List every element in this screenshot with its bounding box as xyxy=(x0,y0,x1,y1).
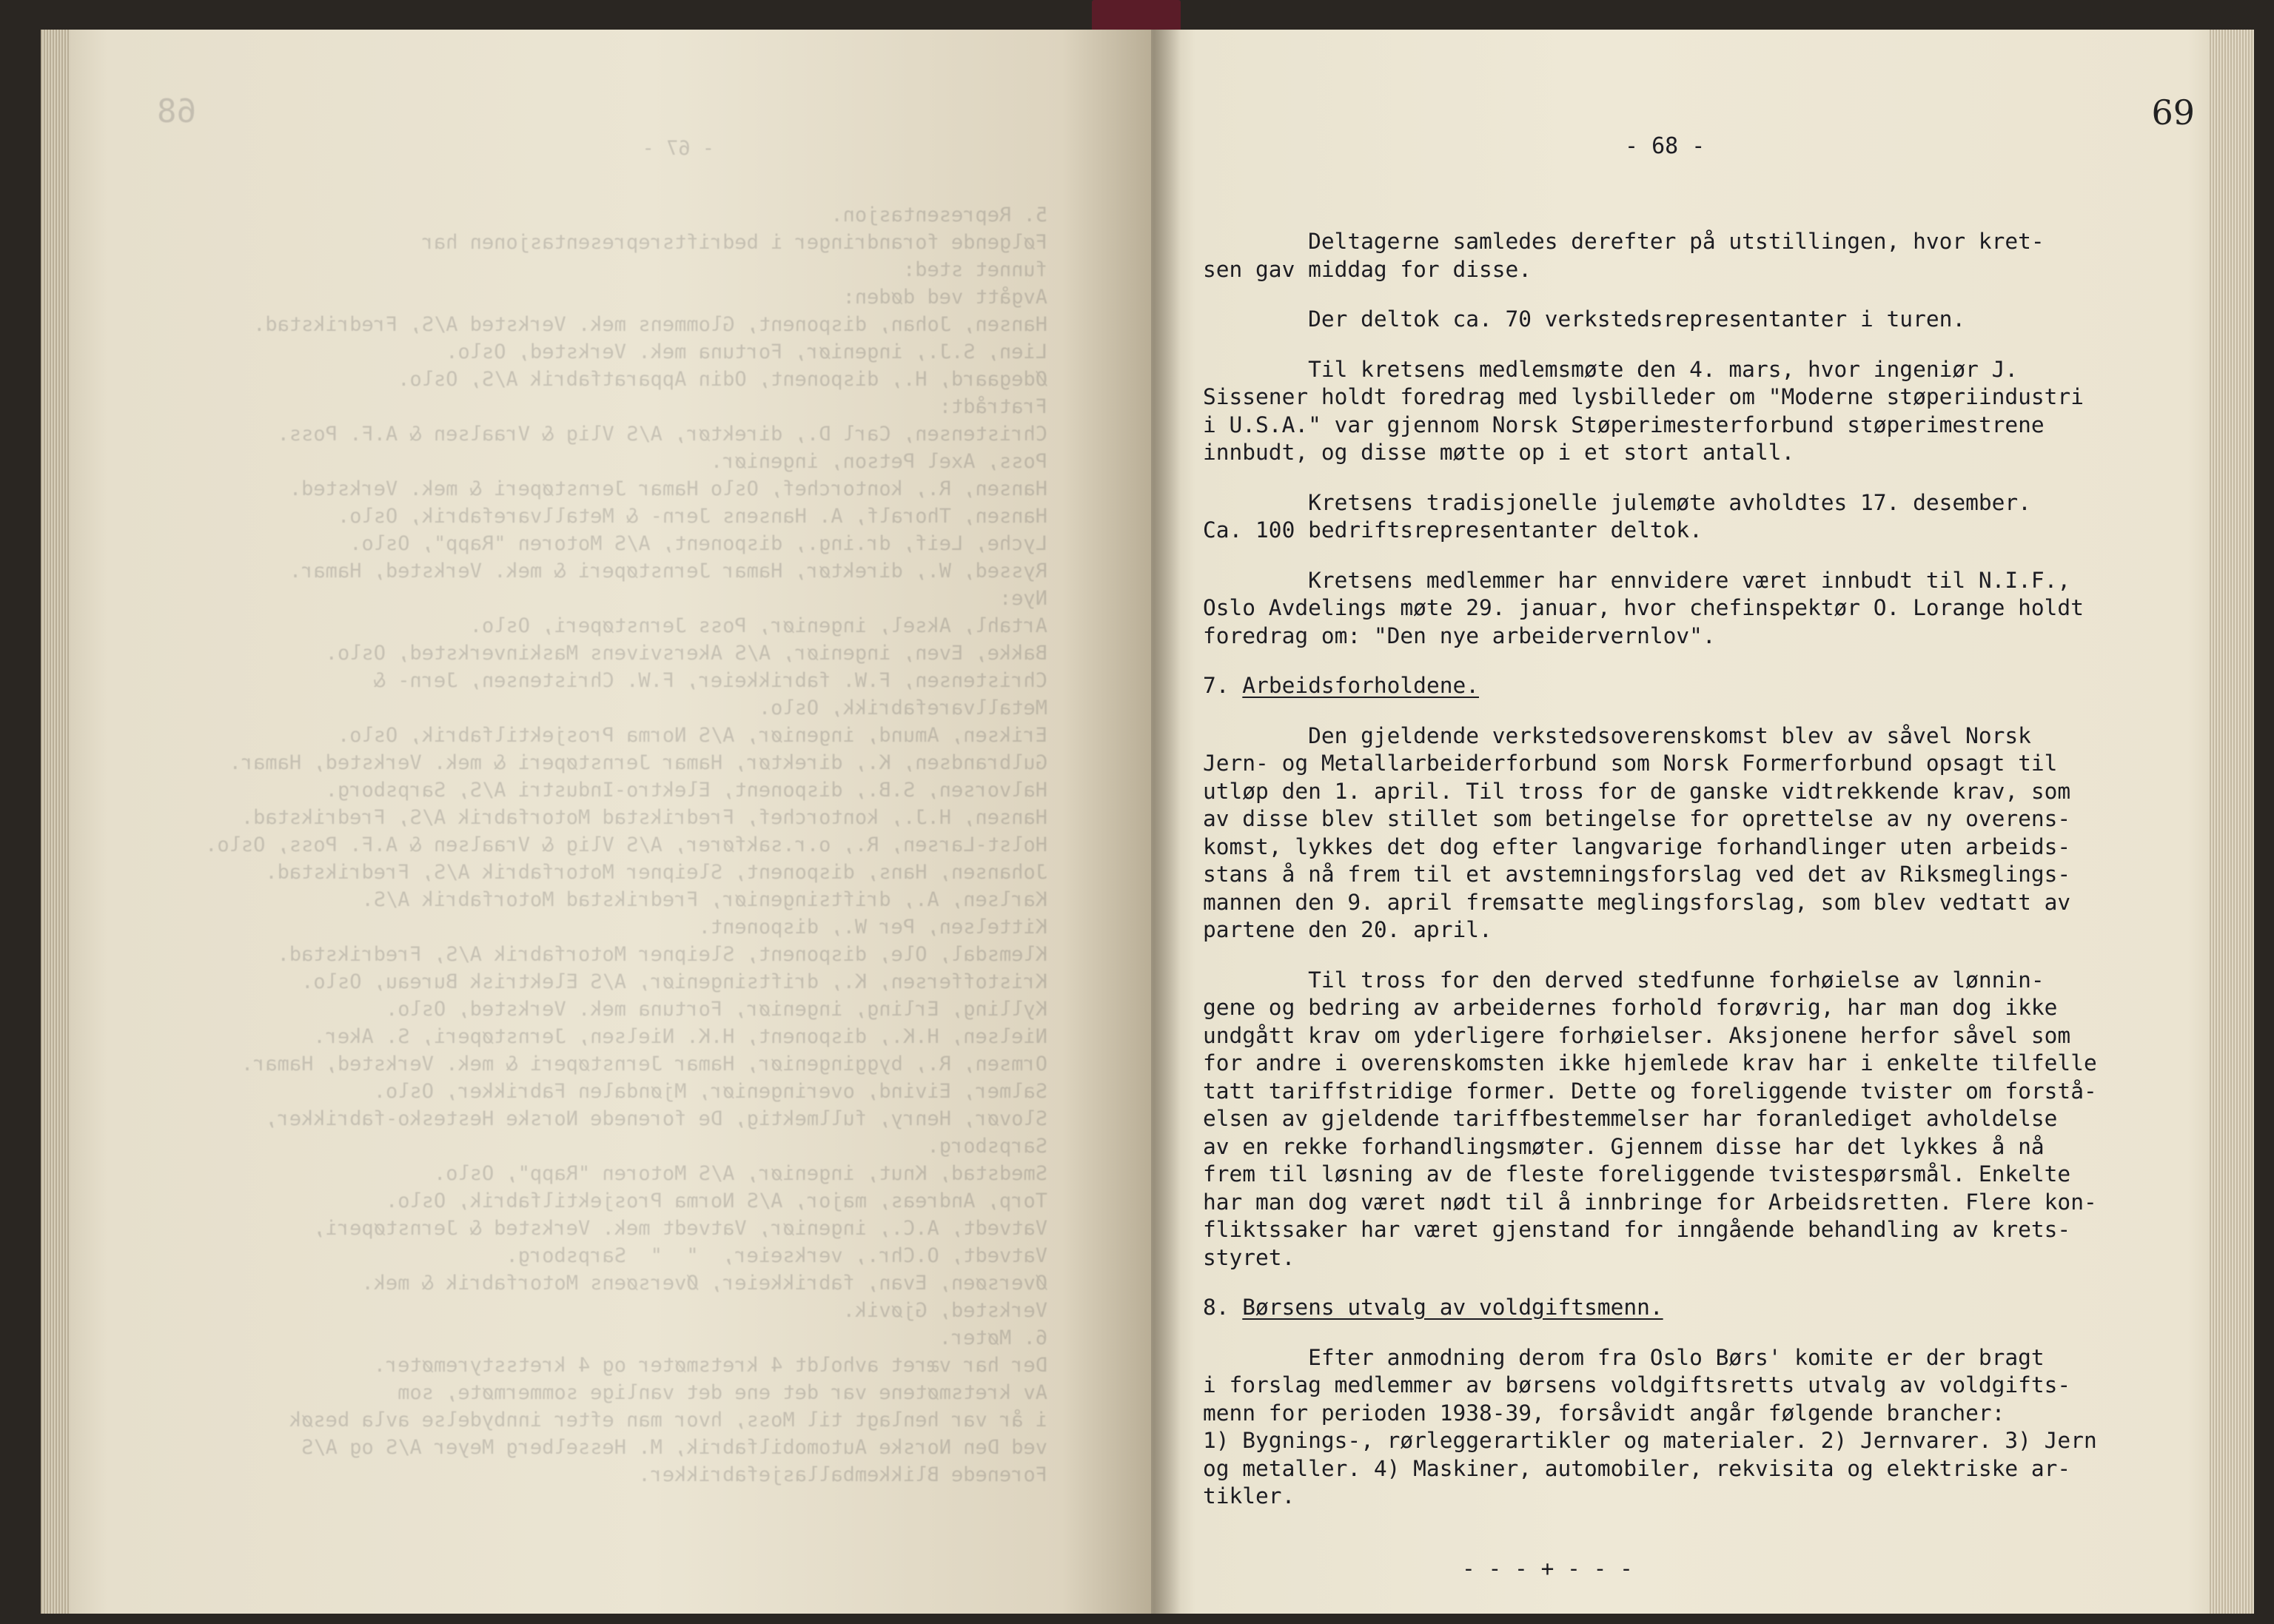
bleed-line: Sarpsborg. xyxy=(927,1135,1047,1158)
bleed-line: Nielsen, H.K., disponent, H.K. Nielsen, Jernstøperi, S. Aker. xyxy=(313,1025,1047,1048)
typed-page-number: - 68 - xyxy=(1625,133,1706,159)
section-8-body xyxy=(1203,1344,2195,1533)
text-line: gene og bedring av arbeidernes forhold forøvrig, har man dog ikke xyxy=(1203,995,2058,1020)
text-line: foredrag om: "Den nye arbeidervernlov". xyxy=(1203,623,1716,648)
bleed-line: 6. Møter. xyxy=(939,1326,1047,1349)
bleed-line: Artahl, Aksel, ingeniør, Poss Jernstøperi, Oslo. xyxy=(469,614,1047,637)
bleed-line: Følgende forandringer i bedriftsrepresentasjonen har xyxy=(421,231,1047,254)
bleed-line: Øversøen, Evan, fabrikkeier, Øversøens Motorfabrik & mek. xyxy=(361,1272,1047,1295)
text-line: Til kretsens medlemsmøte den 4. mars, hvor ingeniør J. xyxy=(1203,356,2019,382)
text-line: i forslag medlemmer av børsens voldgiftsretts utvalg av voldgifts- xyxy=(1203,1372,2071,1397)
text-line: tatt tariffstridige former. Dette og foreliggende tvister om forstå- xyxy=(1203,1078,2097,1104)
gutter-shadow xyxy=(1151,30,1181,1614)
text-line: frem til løsning av de fleste foreliggende tvistespørsmål. Enkelte xyxy=(1203,1161,2071,1187)
text-line: Ca. 100 bedriftsrepresentanter deltok. xyxy=(1203,517,1703,543)
text-line: Den gjeldende verkstedsoverenskomst blev av såvel Norsk xyxy=(1203,722,2031,748)
bleed-line: Ødegaard, H., disponent, Odin Apparatfabrik A/S, Oslo. xyxy=(398,368,1047,391)
bleed-line: Eriksen, Amund, ingeniør, A/S Norma Prosjektilfabrik, Oslo. xyxy=(337,724,1047,747)
text-line: Til tross for den derved stedfunne forhøielse av lønnin- xyxy=(1203,967,2045,993)
text-line: innbudt, og disse møtte op i et stort antall. xyxy=(1203,440,1795,465)
text-line: stans å nå frem til et avstemningsforslag ved det av Riksmeglings- xyxy=(1203,862,2071,887)
intro-paragraphs xyxy=(1203,228,2195,672)
text-line: Oslo Avdelings møte 29. januar, hvor chefinspektør O. Lorange holdt xyxy=(1203,595,2084,620)
bleed-line: Christensen, F.W. fabrikkeier, F.W. Christensen, Jern- & xyxy=(373,669,1047,692)
text-line: Der deltok ca. 70 verkstedsrepresentanter i turen. xyxy=(1203,306,1966,332)
bleed-line: Av kretsmøtene var det ene det vanlige sommermøte, som xyxy=(398,1381,1047,1404)
bleed-line: Kristoffersen, K., driftsingeniør, A/S Elektrisk Bureau, Oslo. xyxy=(301,970,1047,993)
text-line: menn for perioden 1938-39, forsåvidt angår følgende brancher: xyxy=(1203,1400,2005,1426)
text-line: av en rekke forhandlingsmøter. Gjennem disse har det lykkes å nå xyxy=(1203,1133,2045,1159)
bleed-line: Christensen, Carl D., direktør, A/S Vlig & Vraalsen & A.F. Poss. xyxy=(277,423,1047,446)
section-7-body xyxy=(1203,722,2195,1295)
bleed-line: Der har været avholdt 4 kretsmøter og 4 kretsstyremøter. xyxy=(373,1354,1047,1377)
left-page xyxy=(41,30,1151,1614)
bleed-line: Torp, Andreas, major, A/S Norma Prosjektilfabrik, Oslo. xyxy=(385,1190,1047,1212)
bleed-line: Hansen, R., kontorchef, Oslo Hamar Jernstøperi & mek. Verksted. xyxy=(289,477,1047,500)
bleed-line: Bakke, Even, ingeniør, A/S Akersvivens Maskinverksted, Oslo. xyxy=(325,642,1047,665)
bleed-line: Fratrådt: xyxy=(939,395,1047,418)
bleed-line: Vatvedt, A.C., ingeniør, Vatvedt mek. Verksted & Jernstøperi, xyxy=(313,1217,1047,1240)
end-mark: - - - + - - - xyxy=(1462,1555,1633,1581)
bleed-through-text xyxy=(41,30,1151,1614)
text-line: Jern- og Metallarbeiderforbund som Norsk Formerforbund opsagt til xyxy=(1203,751,2058,776)
bleed-line: Hansen, Johan, disponent, Glommens mek. Verksted A/S, Fredrikstad. xyxy=(253,313,1047,336)
bleed-line: Klemsdal, Ole, disponent, Sleipner Motorfabrik A/S, Fredrikstad. xyxy=(277,943,1047,966)
bleed-line: Lien, S.J., ingeniør, Fortuna mek. Verksted, Oslo. xyxy=(446,340,1047,363)
text-line: av disse blev stillet som betingelse for oprettelse av ny overens- xyxy=(1203,806,2071,831)
bleed-line: Hansen, Thoralf, A. Hansens Jern- & Metallvarefabrik, Oslo. xyxy=(337,505,1047,528)
text-line: fliktssaker har været gjenstand for inngående behandling av krets- xyxy=(1203,1217,2071,1242)
text-line: Efter anmodning derom fra Oslo Børs' komite er der bragt xyxy=(1203,1344,2045,1370)
bleed-line: Smedstad, Knut, ingeniør, A/S Motoren "Rapp", Oslo. xyxy=(433,1162,1047,1185)
bleed-line: Kylling, Erling, ingeniør, Fortuna mek. Verksted, Oslo. xyxy=(385,998,1047,1021)
text-line: mannen den 9. april fremsatte meglingsforslag, som blev vedtatt av xyxy=(1203,889,2071,915)
text-line: Kretsens medlemmer har ennvidere været innbudt til N.I.F., xyxy=(1203,567,2071,593)
page-stack-edge-right xyxy=(2210,30,2254,1614)
text-line: sen gav middag for disse. xyxy=(1203,256,1532,282)
bleed-line: Nye: xyxy=(999,587,1047,610)
bleed-line: Forenede Blikkemballasjefabrikker. xyxy=(638,1463,1047,1486)
section-8-heading: 8. Børsens utvalg av voldgiftsmenn. xyxy=(1203,1295,1663,1320)
bleed-line: Ormsen, R., byggingeniør, Hamar Jernstøperi & mek. Verksted, Hamar. xyxy=(241,1053,1047,1076)
bleed-line: Halvorsen, S.B., disponent, Elektro-Industri A/S, Sarpsborg. xyxy=(325,779,1047,802)
text-line: og metaller. 4) Maskiner, automobiler, rekvisita og elektriske ar- xyxy=(1203,1455,2071,1481)
text-line: for andre i overenskomsten ikke hjemlede krav har i enkelte tilfelle xyxy=(1203,1050,2097,1076)
bleed-line: Poss, Axel Petson, ingeniør. xyxy=(710,450,1047,473)
text-line: elsen av gjeldende tariffbestemmelser har foranlediget avholdelse xyxy=(1203,1106,2058,1131)
text-line: partene den 20. april. xyxy=(1203,917,1492,942)
text-line: Kretsens tradisjonelle julemøte avholdtes 17. desember. xyxy=(1203,489,2031,515)
typewritten-text xyxy=(1203,228,2195,1583)
bleed-line: Verksted, Gjøvik. xyxy=(842,1299,1047,1322)
bleed-line: Slovør, Henry, fullmektig, De forenede Norske Hestesko-fabrikker, xyxy=(265,1107,1047,1130)
bleed-line: Salmer, Eivind, overingeniør, Mjøndalen Fabrikker, Oslo. xyxy=(373,1080,1047,1103)
bleed-line: 5. Representasjon. xyxy=(831,204,1047,227)
bleed-line: Metallvarefabrikk, Oslo. xyxy=(758,697,1047,719)
bleed-line: Gulbrandsen, K., direktør, Hamar Jernstøperi & mek. Verksted, Hamar. xyxy=(229,751,1047,774)
bleed-line: Kittelsen, Per W., disponent. xyxy=(698,916,1047,939)
open-book xyxy=(41,30,2254,1621)
text-line: styret. xyxy=(1203,1244,1295,1270)
section-7-heading: 7. Arbeidsforholdene. xyxy=(1203,673,1479,698)
bleed-line: Hansen, H.J., kontorchef, Fredrikstad Motorfabrik A/S, Fredrikstad. xyxy=(241,806,1047,829)
text-line: tikler. xyxy=(1203,1483,1295,1509)
bleed-header: - 67 - xyxy=(642,137,714,160)
bleed-line: Avgått ved døden: xyxy=(842,286,1047,309)
text-line: har man dog været nødt til å innbringe for Arbeidsretten. Flere kon- xyxy=(1203,1189,2097,1215)
text-line: i U.S.A." var gjennom Norsk Støperimesterforbund støperimestrene xyxy=(1203,412,2045,437)
right-page xyxy=(1151,30,2254,1614)
text-line: utløp den 1. april. Til tross for de ganske vidtrekkende krav, som xyxy=(1203,778,2071,804)
text-line: komst, lykkes det dog efter langvarige forhandlinger uten arbeids- xyxy=(1203,833,2071,859)
text-line: 1) Bygnings-, rørleggerartikler og materialer. 2) Jernvarer. 3) Jern xyxy=(1203,1428,2097,1453)
bleed-line: ved Den Norske Automobilfabrik, M. Hesselberg Meyer A/S og A/S xyxy=(301,1436,1047,1459)
bleed-line: funnet sted: xyxy=(902,258,1047,281)
bleed-line: Lyche, Leif, dr.ing., disponent, A/S Motoren "Rapp", Oslo. xyxy=(349,532,1047,555)
bleed-line: Ryssed, W., direktør, Hamar Jernstøperi & mek. Verksted, Hamar. xyxy=(289,560,1047,583)
text-line: Sissener holdt foredrag med lysbilleder om "Moderne støperiindustri xyxy=(1203,384,2084,409)
bleed-line: i år var henlagt til Moss, hvor man efter innbydelse avla besøk xyxy=(289,1409,1047,1432)
text-line: undgått krav om yderligere forhøielser. Aksjonene herfor såvel som xyxy=(1203,1022,2071,1048)
bleed-page-number: 68 xyxy=(157,93,196,130)
stamped-page-number: 69 xyxy=(2151,93,2195,132)
text-line: Deltagerne samledes derefter på utstillingen, hvor kret- xyxy=(1203,229,2045,254)
bleed-line: Holst-Larsen, R., o.r.sakfører, A/S Vlig & Vraalsen & A.F. Poss, Oslo. xyxy=(205,833,1047,856)
bleed-line: Johansen, Hans, disponent, Sleipner Motorfabrik A/S, Fredrikstad. xyxy=(265,861,1047,884)
bleed-line: Vatvedt, O.Chr., verkseier, " " Sarpsborg. xyxy=(506,1244,1047,1267)
bleed-line: Karlsen, A., driftsingeniør, Fredrikstad Motorfabrik A/S. xyxy=(361,888,1047,911)
